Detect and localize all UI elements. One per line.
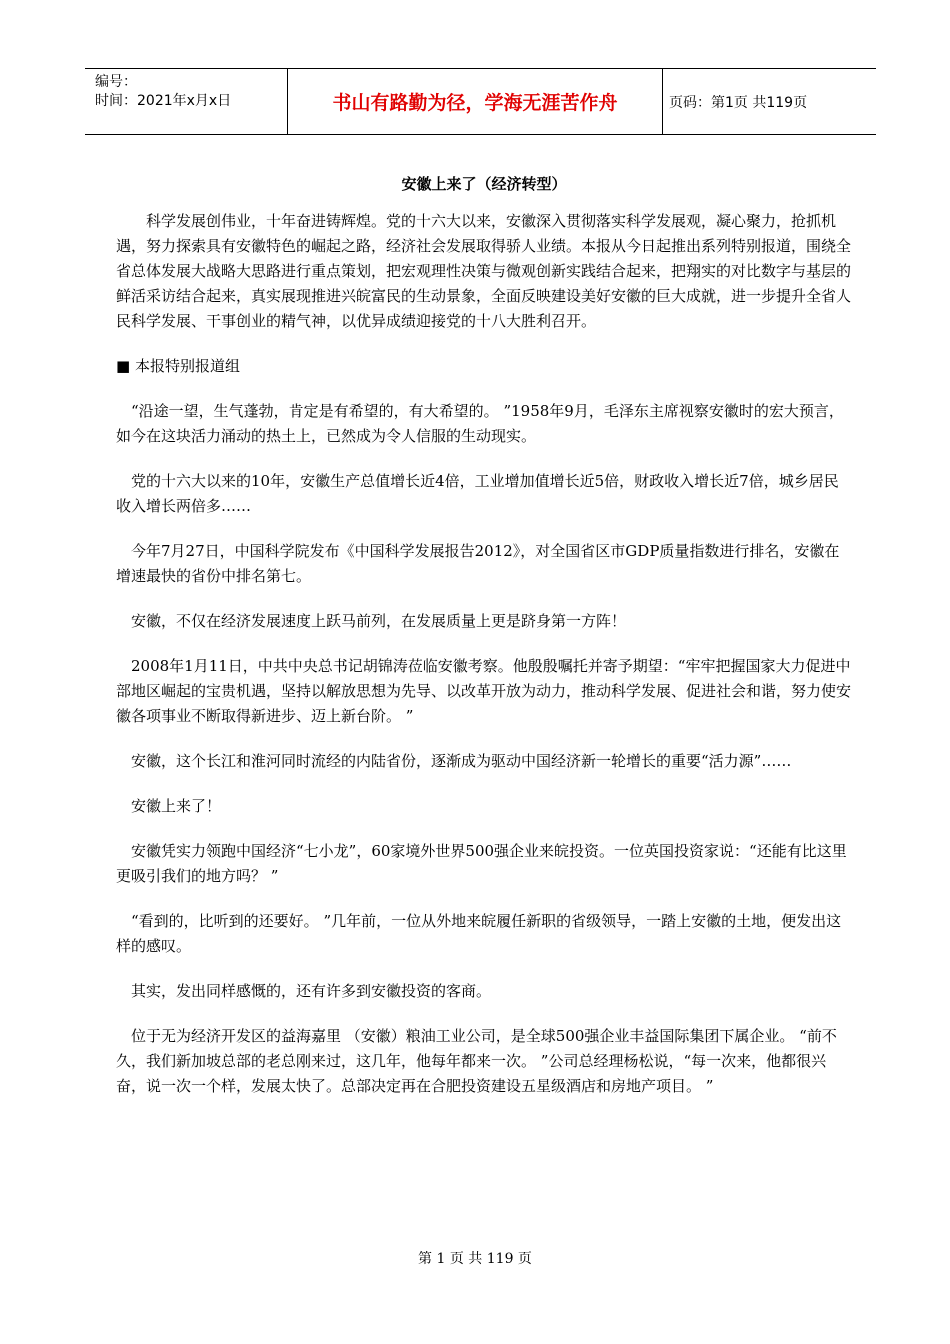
paragraph: 科学发展创伟业，十年奋进铸辉煌。党的十六大以来，安徽深入贯彻落实科学发展观，凝心聚力，抢抓机遇，努力探索具有安徽特色的崛起之路，经济社会发展取得骄人业绩。本报从今日起推出系列特别报道，围绕全省总体发展大战略大思路进行重点策划，把宏观理性决策与微观创新实践结合起来，把翔实的对比数字与基层的鲜活采访结合起来，真实展现推进兴皖富民的生动景象，全面反映建设美好安徽的巨大成就，进一步提升全省人民科学发展、干事创业的精气神，以优异成绩迎接党的十八大胜利召开。 (116, 212, 852, 330)
page-footer: 第 1 页 共 119 页 (418, 1251, 532, 1267)
article-body (116, 172, 852, 1119)
document-number-label: 编号： (95, 74, 137, 90)
byline: ■ 本报特别报道组 (116, 357, 240, 375)
document-time-label: 时间：2021年x月x日 (95, 93, 232, 109)
page-header (85, 68, 876, 135)
paragraph: 今年7月27日，中国科学院发布《中国科学发展报告2012》，对全国省区市GDP质量指数进行排名，安徽在增速最快的省份中排名第七。 (116, 542, 840, 585)
header-motto: 书山有路勤为径，学海无涯苦作舟 (287, 69, 663, 134)
paragraph: 安徽上来了！ (131, 797, 222, 815)
paragraph: “沿途一望，生气蓬勃，肯定是有希望的，有大希望的。 ”1958年9月，毛泽东主席视察安徽时的宏大预言，如今在这块活力涌动的热土上，已然成为令人信服的生动现实。 (116, 402, 844, 445)
header-page-info: 页码：第1页 共119页 (669, 94, 808, 111)
paragraph: 其实，发出同样感慨的，还有许多到安徽投资的客商。 (131, 982, 492, 1000)
paragraph: 2008年1月11日，中共中央总书记胡锦涛莅临安徽考察。他殷殷嘱托并寄予期望：“牢牢把握国家大力促进中部地区崛起的宝贵机遇，坚持以解放思想为先导、以改革开放为动力，推动科学发展、促进社会和谐，努力使安徽各项事业不断取得新进步、迈上新台阶。 ” (116, 657, 852, 725)
article-title: 安徽上来了（经济转型） (401, 175, 567, 193)
paragraph: “看到的，比听到的还要好。 ”几年前，一位从外地来皖履任新职的省级领导，一踏上安徽的土地，便发出这样的感叹。 (116, 912, 842, 955)
paragraph: 安徽凭实力领跑中国经济“七小龙”，60家境外世界500强企业来皖投资。一位英国投资家说：“还能有比这里更吸引我们的地方吗？ ” (116, 842, 847, 885)
header-meta (95, 73, 285, 111)
paragraph: 位于无为经济开发区的益海嘉里 （安徽）粮油工业公司，是全球500强企业丰益国际集团下属企业。 “前不久，我们新加坡总部的老总刚来过，这几年，他每年都来一次。 ”公司总经理杨松说，“每一次来，他都很兴奋，说一次一个样，发展太快了。总部决定再在合肥投资建设五星级酒店和房地产项目。 ” (116, 1027, 837, 1095)
paragraph: 安徽，不仅在经济发展速度上跃马前列，在发展质量上更是跻身第一方阵！ (131, 612, 627, 630)
paragraph: 党的十六大以来的10年，安徽生产总值增长近4倍，工业增加值增长近5倍，财政收入增长近7倍，城乡居民收入增长两倍多…… (116, 472, 839, 515)
paragraph: 安徽，这个长江和淮河同时流经的内陆省份，逐渐成为驱动中国经济新一轮增长的重要“活力源”…… (131, 752, 792, 770)
